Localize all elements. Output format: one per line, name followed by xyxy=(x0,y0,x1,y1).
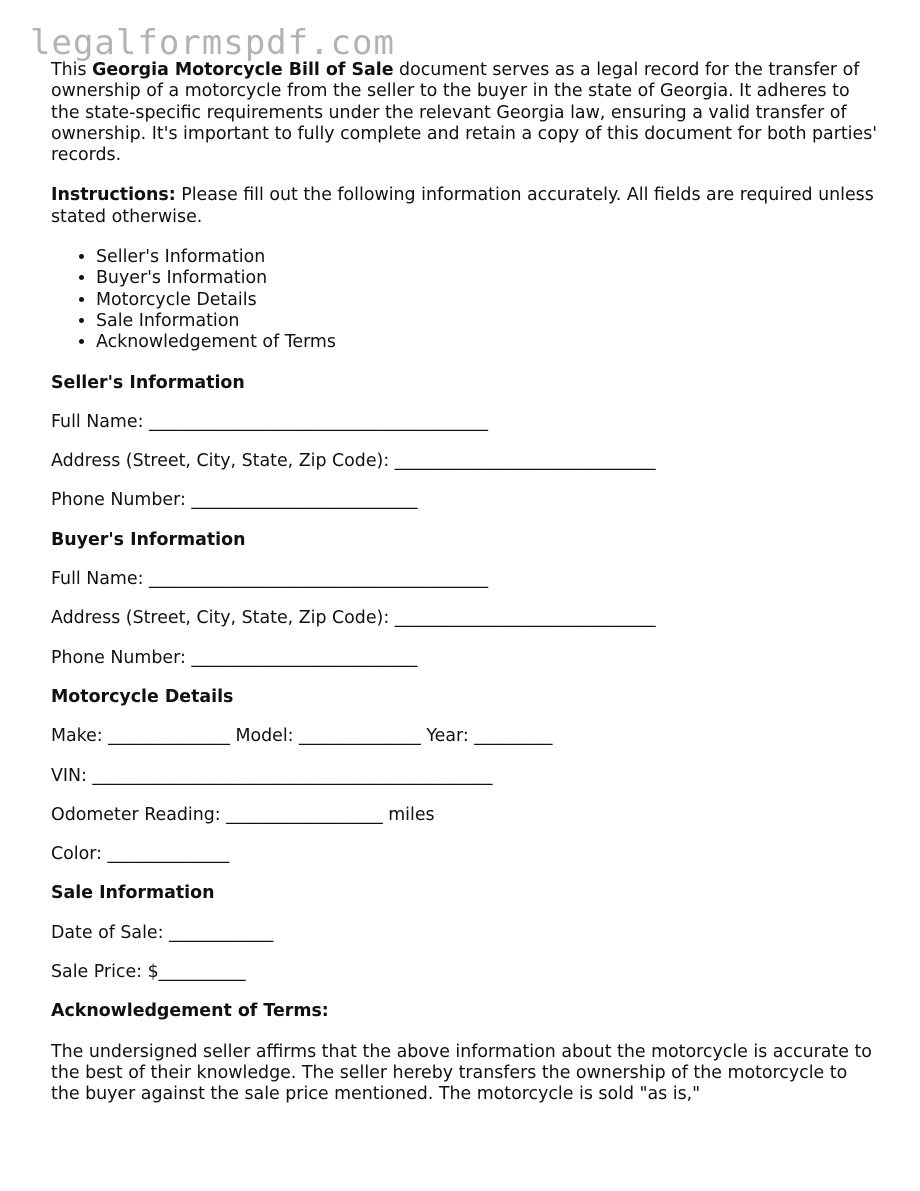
make-model-year-field[interactable]: Make: ______________ Model: ______________ Year: _________ xyxy=(51,726,553,747)
document-body xyxy=(51,60,881,1106)
list-item: • Seller's Information xyxy=(96,247,881,268)
vin-field[interactable]: VIN: ______________________________________________ xyxy=(51,765,493,786)
date-of-sale-field[interactable]: Date of Sale: ____________ xyxy=(51,922,274,943)
odometer-field[interactable]: Odometer Reading: __________________ miles xyxy=(51,804,435,825)
buyer-phone-field[interactable]: Phone Number: __________________________ xyxy=(51,647,418,668)
watermark-logo: legalformspdf.com xyxy=(30,23,395,63)
instructions-text: Please fill out the following information accurately. All fields are required unless stated otherwise. xyxy=(51,185,874,227)
section-list xyxy=(51,247,881,353)
seller-heading: Seller's Information xyxy=(51,372,245,393)
intro-prefix: This xyxy=(51,60,93,80)
acknowledgement-heading: Acknowledgement of Terms: xyxy=(51,1001,329,1022)
seller-full-name-field[interactable]: Full Name: _______________________________________ xyxy=(51,411,489,432)
color-field[interactable]: Color: ______________ xyxy=(51,844,230,865)
list-item: • Sale Information xyxy=(96,311,881,332)
list-item: • Acknowledgement of Terms xyxy=(96,332,881,353)
acknowledgement-text: The undersigned seller affirms that the above information about the motorcycle is accurate to the best of their knowledge. The seller hereby transfers the ownership of the motorcycle to the buyer against the sale price mentioned. The motorcycle is sold "as is," xyxy=(51,1041,872,1105)
buyer-address-field[interactable]: Address (Street, City, State, Zip Code): ______________________________ xyxy=(51,608,656,629)
list-item: • Motorcycle Details xyxy=(96,290,881,311)
buyer-heading: Buyer's Information xyxy=(51,529,246,550)
list-item: • Buyer's Information xyxy=(96,268,881,289)
instructions-label: Instructions: xyxy=(51,185,176,206)
buyer-full-name-field[interactable]: Full Name: _______________________________________ xyxy=(51,569,489,590)
sale-price-field[interactable]: Sale Price: $__________ xyxy=(51,962,246,983)
instructions-paragraph xyxy=(51,185,881,228)
motorcycle-heading: Motorcycle Details xyxy=(51,686,234,707)
sale-heading: Sale Information xyxy=(51,883,215,904)
document-title: Georgia Motorcycle Bill of Sale xyxy=(92,60,394,80)
seller-phone-field[interactable]: Phone Number: __________________________ xyxy=(51,490,418,511)
seller-address-field[interactable]: Address (Street, City, State, Zip Code): ______________________________ xyxy=(51,451,656,472)
intro-text: document serves as a legal record for the transfer of ownership of a motorcycle from the seller to the buyer in the state of Georgia. It adheres to the state-specific requirements under the relevant Georgia law, ensuring a valid transfer of ownership. It's important to fully complete and retain a copy of this document for both parties' records. xyxy=(51,60,878,166)
intro-paragraph xyxy=(51,60,881,166)
